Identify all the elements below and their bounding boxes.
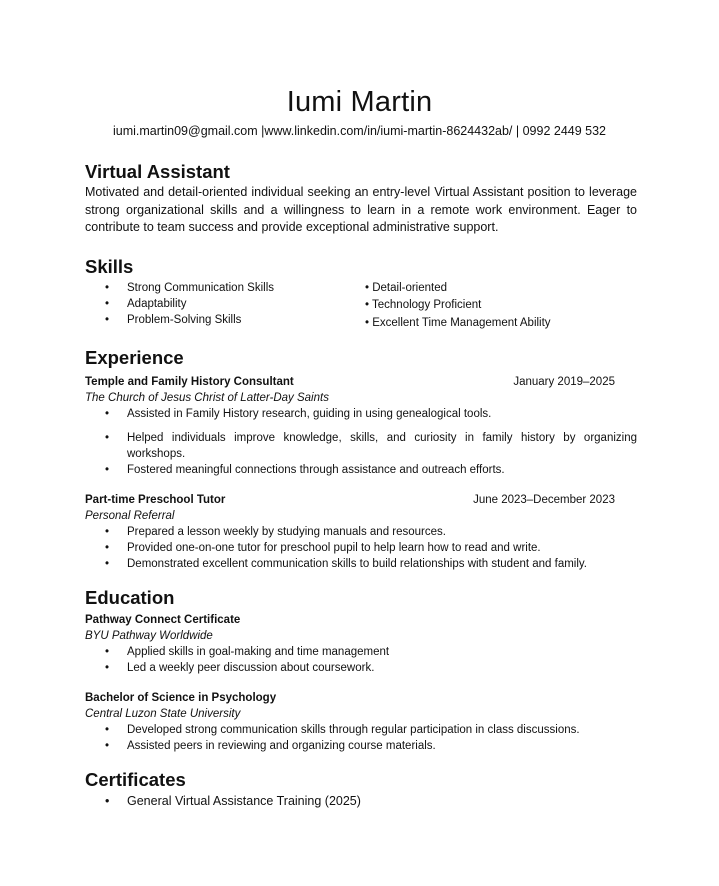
- job-bullet: • Provided one-on-one tutor for preschool pupil to help learn how to read and write.: [85, 540, 637, 556]
- job-bullet: • Helped individuals improve knowledge, skills, and curiosity in family history by organizing workshops.: [85, 430, 637, 462]
- certificate-item: • General Virtual Assistance Training (2025): [85, 792, 637, 810]
- job-bullet: • Assisted in Family History research, guiding in using genealogical tools.: [85, 406, 637, 422]
- job-org: Personal Referral: [85, 510, 175, 522]
- skills-section: [85, 255, 637, 333]
- summary-section: [85, 160, 637, 237]
- skill-item: • Excellent Time Management Ability: [365, 316, 551, 329]
- job-org: The Church of Jesus Christ of Latter-Day Saints: [85, 392, 329, 404]
- education-header: [85, 690, 637, 706]
- skill-item: • Technology Proficient: [365, 299, 482, 311]
- job-bullets: [85, 524, 637, 572]
- resume-content: [85, 160, 637, 810]
- skills-heading: Skills: [85, 255, 134, 277]
- education-bullets: [85, 722, 637, 754]
- experience-heading: Experience: [85, 347, 184, 368]
- skill-item: • Strong Communication Skills: [85, 280, 365, 296]
- skills-columns: [85, 280, 637, 333]
- skills-right-list: [365, 280, 551, 333]
- certificates-list: [85, 792, 637, 810]
- job-title: Part-time Preschool Tutor: [85, 494, 226, 506]
- skill-item: • Detail-oriented: [365, 281, 448, 294]
- skill-item: • Problem-Solving Skills: [85, 312, 365, 328]
- certificates-heading: Certificates: [85, 769, 186, 790]
- education-entry: [85, 690, 637, 754]
- contact-line: iumi.martin09@gmail.com |www.linkedin.com/in/iumi-martin-8624432ab/ | 0992 2449 532: [112, 124, 607, 138]
- education-title: Bachelor of Science in Psychology: [85, 692, 277, 704]
- job-bullet: • Fostered meaningful connections through assistance and outreach efforts.: [85, 462, 637, 478]
- skills-left-list: [85, 280, 365, 333]
- certificates-section: [85, 768, 637, 810]
- education-entry: [85, 612, 637, 676]
- job-entry: [85, 374, 637, 478]
- job-bullet: • Prepared a lesson weekly by studying manuals and resources.: [85, 524, 637, 540]
- education-bullet: • Applied skills in goal-making and time management: [85, 644, 637, 660]
- job-header: [85, 374, 637, 390]
- job-header: [85, 492, 637, 508]
- education-org: Central Luzon State University: [85, 708, 241, 720]
- job-dates: June 2023–December 2023: [473, 494, 615, 506]
- education-bullets: [85, 644, 637, 676]
- education-section: [85, 586, 637, 754]
- job-entry: [85, 492, 637, 572]
- education-header: [85, 612, 637, 628]
- summary-heading: Virtual Assistant: [85, 161, 230, 182]
- skill-item: • Adaptability: [85, 296, 365, 312]
- job-title: Temple and Family History Consultant: [85, 376, 294, 388]
- candidate-name: Iumi Martin: [286, 86, 433, 118]
- education-bullet: • Led a weekly peer discussion about coursework.: [85, 660, 637, 676]
- education-bullet: • Assisted peers in reviewing and organizing course materials.: [85, 738, 637, 754]
- education-heading: Education: [85, 587, 175, 608]
- experience-section: [85, 346, 637, 572]
- job-bullet: • Demonstrated excellent communication skills to build relationships with student and family.: [85, 556, 637, 572]
- education-title: Pathway Connect Certificate: [85, 614, 241, 626]
- summary-text: Motivated and detail-oriented individual seeking an entry-level Virtual Assistant position to leverage strong organizational skills and a willingness to learn in a remote work environment. Eager to contribute to team success and provide exceptional administrative support.: [85, 185, 637, 234]
- education-bullet: • Developed strong communication skills through regular participation in class discussions.: [85, 722, 637, 738]
- education-org: BYU Pathway Worldwide: [85, 630, 213, 642]
- job-bullets: [85, 406, 637, 478]
- job-dates: January 2019–2025: [513, 376, 615, 388]
